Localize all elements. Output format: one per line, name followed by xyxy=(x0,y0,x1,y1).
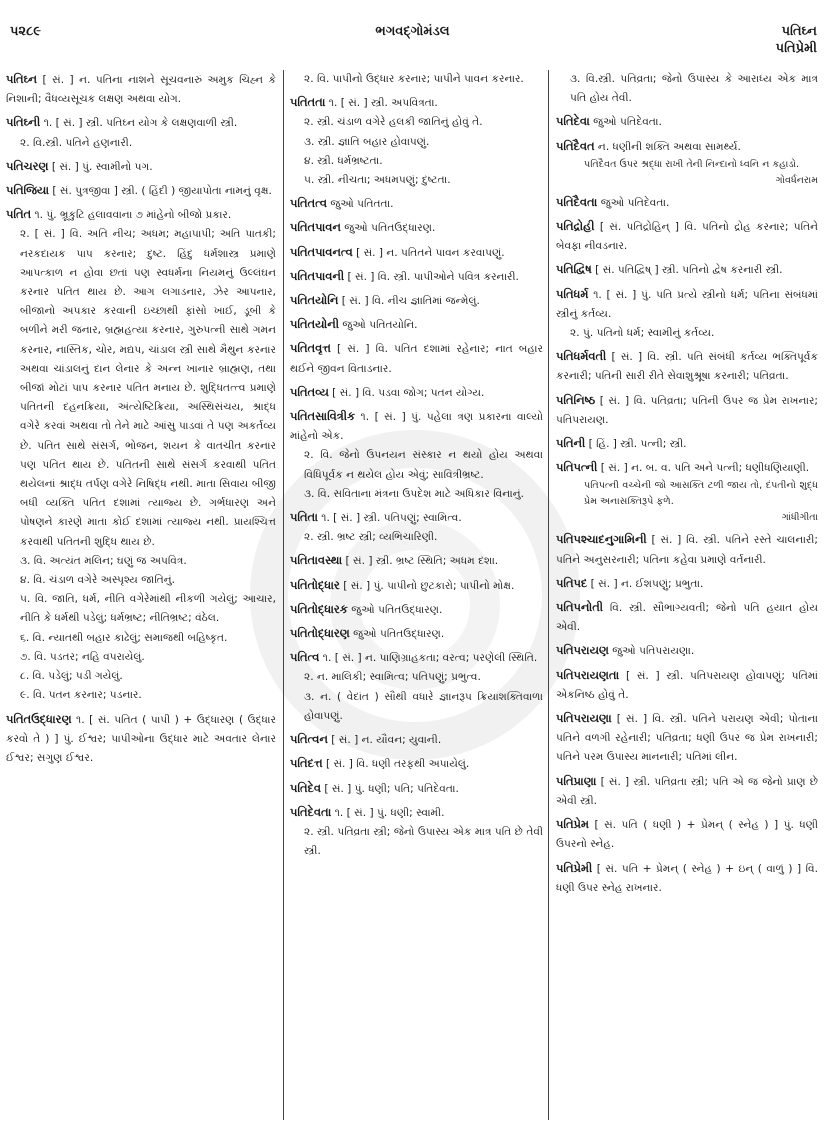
entry-sense: ૨. સ્ત્રી. ભ્રષ્ટ સ્ત્રી; વ્યભિચારિણી. xyxy=(304,531,438,544)
quote-source: ગાંધીગીતા xyxy=(781,512,818,524)
dictionary-entry xyxy=(290,291,543,311)
entry-definition: ન. ધણીની શક્તિ અથવા સામર્થ્ય. xyxy=(597,140,741,153)
entry-main xyxy=(6,205,276,225)
entry-main xyxy=(290,508,543,528)
entry-headword: પતિતપાવન xyxy=(290,220,341,235)
entry-headword: પતિની xyxy=(556,436,586,451)
entry-main xyxy=(6,157,276,177)
guide-words xyxy=(776,23,817,57)
entry-headword: પતિતઉદ્ધારણ xyxy=(6,711,72,726)
entry-main xyxy=(556,347,818,386)
book-title: ભગવદ્ગોમંડલ xyxy=(375,24,450,39)
entry-definition: જુઓ પતિપરાયણા. xyxy=(612,645,695,658)
dictionary-entry xyxy=(556,391,818,430)
entry-definition: [ સં. પતિ ( ધણી ) + પ્રેમન્ ( સ્નેહ ) ] પું. ધણી ઉપરનો સ્નેહ. xyxy=(556,819,818,851)
entry-headword: પતિજિયા xyxy=(6,183,49,198)
entry-main xyxy=(556,815,818,854)
entry-main xyxy=(556,641,818,661)
dictionary-entry xyxy=(290,93,543,190)
entry-definition: [ સં. ] ન. યૌવન; યુવાની. xyxy=(331,734,442,747)
entry-main xyxy=(290,551,543,571)
entry-sense: ૫. વિ. જાતિ, ધર્મ, નીતિ વગેરેમાંથી નીકળી ગયેલું; આચાર, નીતિ કે ધર્મથી પડેલું; ધર્મભ્રષ્ટ; નીતિભ્રષ્ટ; વંઠેલ. xyxy=(20,593,276,625)
entry-definition: [ સં. પતિદ્રોહિન્ ] વિ. પતિનો દ્રોહ કરનાર; પતિને બેવફા નીવડનાર. xyxy=(556,221,818,253)
entry-definition: [ સં. ] વિ. સ્ત્રી. પતિ સંબંધી કર્તવ્ય ભક્તિપૂર્વક કરનારી; પતિની સારી રીતે સેવાશુશ્રૂષા કરનારી; પતિવ્રતા. xyxy=(556,351,818,383)
entry-main xyxy=(290,600,543,620)
entry-definition: [ સં. ] પું. પાપીનો છુટકારો; પાપીનો મોક્ષ. xyxy=(343,579,515,592)
entry-sense: ૯. વિ. પતન કરનાર; પડનાર. xyxy=(20,689,142,702)
entry-headword: પતિતસાવિત્રીક xyxy=(290,409,356,424)
entry-main xyxy=(556,391,818,430)
dictionary-entry xyxy=(556,772,818,811)
entry-definition: [ સં. ] સ્ત્રી. પતિપરાયણ હોવાપણું; પતિમાં એકનિષ્ઠ હોવું તે. xyxy=(556,669,818,701)
dictionary-entry xyxy=(290,315,543,335)
dictionary-entry xyxy=(290,267,543,287)
entry-definition: જુઓ પતિદેવતા. xyxy=(593,116,662,129)
dictionary-entry xyxy=(556,260,818,280)
column-1 xyxy=(6,70,276,772)
entry-definition: [ સં. ] ન. બ. વ. પતિ અને પત્ની; ધણીધણિયાણી. xyxy=(600,462,810,475)
entry-headword: પતિદત્ત xyxy=(290,756,323,771)
entry-definition: ૧. [ સં. પતિત ( પાપી ) + ઉદ્ધારણ ( ઉદ્ધાર કરવો તે ) ] પું. ઈશ્વર; પાપીઓના ઉદ્ધાર માટે અવતાર લેનાર ઈશ્વર; સગુણ ઈશ્વર. xyxy=(6,713,276,764)
dictionary-entry xyxy=(290,551,543,571)
dictionary-entry xyxy=(6,205,276,705)
dictionary-entry xyxy=(556,434,818,454)
entry-headword: પતિદેવા xyxy=(556,114,590,129)
entry-definition: [ સં. પુત્રજીવા ] સ્ત્રી. ( હિંદી ) જીયાપોતા નામનું વૃક્ષ. xyxy=(52,185,272,198)
entry-headword: પતિતા xyxy=(290,510,318,525)
entry-headword: પતિપત્ની xyxy=(556,460,598,475)
entry-main xyxy=(290,754,543,774)
dictionary-entry xyxy=(556,137,818,189)
entry-main xyxy=(6,181,276,201)
dictionary-entry xyxy=(556,193,818,213)
entry-definition: ૧. પું. ભ્રૂકુટિ હલાવવાના ૭ માંહેનો બીજો પ્રકાર. xyxy=(34,209,232,222)
entry-sense: ૩. ન. ( વેદાંત ) સૌથી વધારે જ્ઞાનરૂપ ક્રિયાશક્તિવાળા હોવાપણું. xyxy=(304,690,543,722)
page-number: પ૨૮૯ xyxy=(10,24,41,39)
dictionary-entry xyxy=(290,624,543,644)
entry-main xyxy=(556,217,818,256)
entry-main xyxy=(290,194,543,214)
dictionary-entry xyxy=(556,666,818,705)
dictionary-entry xyxy=(556,815,818,854)
entry-definition: ૧. [ સં. ] ન. પાણિગ્રાહકતા; વરત્વ; પરણેલી સ્થિતિ. xyxy=(322,652,538,665)
entry-headword: પતિતયોની xyxy=(290,317,339,332)
entry-main xyxy=(556,112,818,132)
entry-headword: પતિધર્મવતી xyxy=(556,349,607,364)
entry-main xyxy=(556,574,818,594)
entry-definition: ૧. [ સં. ] પું. ધણી; સ્વામી. xyxy=(334,806,445,819)
entry-sense: ૨. ન. માલિકી; સ્વામિત્વ; પતિપણું; પ્રભુત્વ. xyxy=(304,671,481,684)
entry-main xyxy=(556,193,818,213)
entry-sense: ૨. વિ.સ્ત્રી. પતિને હણનારી. xyxy=(20,136,133,149)
entry-main xyxy=(290,218,543,238)
dictionary-entry xyxy=(290,508,543,547)
entry-headword: પતિતવૃત્ત xyxy=(290,341,331,356)
entry-headword: પતિપ્રેમ xyxy=(556,817,589,832)
entry-headword: પતિદ્વિષ xyxy=(556,262,592,277)
dictionary-entry xyxy=(6,181,276,201)
entry-headword: પતિદ્રોહી xyxy=(556,219,595,234)
entry-definition: ૧. [ સં. ] સ્ત્રી. પતિઘ્ન યોગ કે લક્ષણવાળી સ્ત્રી. xyxy=(43,117,238,130)
entry-headword: પતિતપાવની xyxy=(290,268,345,283)
usage-quote: પતિપત્ની વચ્ચેની જો આસક્તિ ટળી જાય તો, દંપતીનો શુદ્ધ પ્રેમ અનાસક્તિરૂપે ફળે. xyxy=(584,480,818,508)
dictionary-columns xyxy=(0,64,825,1134)
page-header xyxy=(0,0,825,62)
entry-main xyxy=(6,70,276,109)
entry-headword: પતિપદ xyxy=(556,575,588,590)
entry-sense: ૬. વિ. ન્યાતથી બહાર કાઢેલું; સમાજથી બહિષ્કૃત. xyxy=(20,631,228,644)
dictionary-entry xyxy=(556,112,818,132)
entry-sense: ૨. સ્ત્રી. પતિવ્રતા સ્ત્રી; જેનો ઉપાસ્ય એક માત્ર પતિ છે તેવી સ્ત્રી. xyxy=(304,825,543,858)
entry-main xyxy=(290,803,543,823)
entry-main xyxy=(6,113,276,133)
dictionary-entry xyxy=(290,339,543,378)
entry-definition: [ સં. ] વિ. પડવા જોગ; પતન યોગ્ય. xyxy=(332,386,485,399)
entry-main xyxy=(290,624,543,644)
entry-main xyxy=(290,315,543,335)
column-divider xyxy=(283,70,284,1120)
dictionary-entry xyxy=(556,70,818,108)
dictionary-entry xyxy=(290,754,543,774)
entry-definition: જુઓ પતિતઉદ્ધારણ. xyxy=(344,222,436,235)
entry-sense: ૨. વિ. જેનો ઉપનયન સંસ્કાર ન થયો હોય અથવા વિધિપૂર્વક ન થયેલ હોય એવું; સાવિત્રીભ્રષ્ટ. xyxy=(304,449,543,481)
guide-word-last: પતિપ્રેમી xyxy=(775,41,817,56)
entry-main xyxy=(290,93,543,113)
column-3 xyxy=(556,70,818,902)
dictionary-entry xyxy=(290,218,543,238)
entry-main xyxy=(290,779,543,799)
dictionary-entry xyxy=(290,576,543,596)
entry-headword: પતિતયોનિ xyxy=(290,293,339,308)
entry-definition: જુઓ પતિતતા. xyxy=(330,198,394,211)
dictionary-entry xyxy=(290,779,543,799)
entry-main xyxy=(290,407,543,446)
dictionary-entry xyxy=(556,347,818,386)
entry-headword: પતિચરણ xyxy=(6,158,49,173)
entry-sense: ૩. વિ. અત્યંત મલિન; ઘણું જ અપવિત્ર. xyxy=(20,554,187,567)
entry-definition: વિ. સ્ત્રી. સૌભાગ્યવતી; જેનો પતિ હયાત હોય એવી. xyxy=(556,602,818,634)
quote-source: ગોવર્ધનરામ xyxy=(775,174,818,186)
dictionary-entry xyxy=(290,407,543,504)
dictionary-entry xyxy=(290,243,543,263)
entry-sense: ૨. પું. પતિનો ધર્મ; સ્વામીનું કર્તવ્ય. xyxy=(570,327,715,340)
entry-headword: પતિત xyxy=(6,207,32,222)
entry-sense: ૩. સ્ત્રી. જ્ઞાતિ બહાર હોવાપણું. xyxy=(304,135,430,148)
entry-definition: [ સં. ] સ્ત્રી. ભ્રષ્ટ સ્થિતિ; અધમ દશા. xyxy=(345,555,499,568)
entry-definition: [ સં. ] પું. સ્વામીનો પગ. xyxy=(51,160,153,173)
entry-headword: પતિપરાયણ xyxy=(556,643,609,658)
entry-sense: ૩. વિ.સ્ત્રી. પતિવ્રતા; જેનો ઉપાસ્ય કે આરાધ્ય એક માત્ર પતિ હોય તેવી. xyxy=(570,73,818,105)
guide-word-first: પતિઘ્ન xyxy=(781,24,817,39)
entry-main xyxy=(290,267,543,287)
entry-headword: પતિતવ્ય xyxy=(290,384,329,399)
entry-definition: જુઓ પતિદેવતા. xyxy=(600,196,670,209)
entry-main xyxy=(556,859,818,898)
dictionary-entry xyxy=(556,285,818,344)
entry-sense: ૨. [ સં. ] વિ. અતિ નીચ; અધમ; મહાપાપી; અતિ પાતકી; નરકદાયક પાપ કરનાર; દુષ્ટ. હિંદુ ધર્મશાસ્ત્ર પ્રમાણે આપત્કાળ ન હોવા છતાં પણ સ્વધર્મના નિયમનું ઉલ્લંઘન કરનાર પતિત થાય છે. આગ લગાડનાર, ઝેર આપનાર, બીજાનો અપકાર કરવાની ઇચ્છાથી ફાંસો ખાઈ, ડૂબી કે બળીને મરી જનાર, બ્રહ્મહત્યા કરનાર, ગુરુપત્ની સાથે ગમન કરનાર, નાસ્તિક, ચોર, મદ્યપ, ચાંડાલ સ્ત્રી સાથે મૈથુન કરનાર અથવા ચાંડાલનું દાન લેનાર કે અન્ન ખાનાર બ્રાહ્મણ, તથા બીજાં મોટાં પાપ કરનાર પતિત મનાય છે. શુદ્ધિતત્ત્વ પ્રમાણે પતિતની દહનક્રિયા, અંત્યેષ્ટિક્રિયા, અસ્થિસંચય, શ્રાદ્ધ વગેરે કરવાં અથવા તો તેને માટે આંસુ પાડવાં તે પણ અકર્તવ્ય છે. પતિત સાથે સંસર્ગ, ભોજન, શયન કે વાતચીત કરનાર પણ પતિત થાય છે. પતિતની સાથે સંસર્ગ કરવાથી પતિત થયેલનાં શ્રાદ્ધ તર્પણ વગેરે નિષિદ્ધ નથી. માતા સિવાય બીજી બધી વ્યક્તિ પતિત દશામાં ત્યાજ્ય છે. ગર્ભધારણ અને પોષણને કારણે માતા કોઈ દશામાં ત્યાજ્ય નથી. પ્રાયશ્ચિત્ત કરવાથી પતિતની શુદ્ધિ થાય છે. xyxy=(20,228,276,548)
dictionary-entry xyxy=(556,598,818,637)
dictionary-entry xyxy=(290,730,543,750)
entry-main xyxy=(556,666,818,705)
entry-headword: પતિઘ્ની xyxy=(6,115,41,130)
column-2 xyxy=(290,70,543,865)
dictionary-entry xyxy=(290,70,543,89)
entry-definition: જુઓ પતિતઉદ્ધારણ. xyxy=(353,628,445,641)
entry-headword: પતિતોદ્ધાર xyxy=(290,577,340,592)
entry-main xyxy=(556,458,818,478)
entry-headword: પતિઘ્ન xyxy=(6,72,38,86)
entry-headword: પતિદૈવત xyxy=(556,138,595,153)
dictionary-entry xyxy=(556,641,818,661)
usage-quote: પતિદૈવત ઉપર શ્રદ્ધા રાખી તેની નિન્દાનો ધ્વનિ ન કહાડો. xyxy=(584,158,800,170)
entry-main xyxy=(290,730,543,750)
entry-main xyxy=(290,383,543,403)
entry-headword: પતિદેવ xyxy=(290,780,321,795)
entry-headword: પતિતોદ્ધારણ xyxy=(290,626,350,641)
entry-headword: પતિપનોતી xyxy=(556,600,604,615)
entry-main xyxy=(556,530,818,569)
entry-definition: [ સં. ] વિ. સ્ત્રી. પતિને પરાયણ એવી; પોતાના પતિને વળગી રહેનારી; પતિવ્રતા; ધણી ઉપર જ પ્રેમ રાખનારી; પતિને પરમ ઉપાસ્ય માનનારી; પતિમાં લીન. xyxy=(556,713,818,764)
entry-headword: પતિતપાવનત્વ xyxy=(290,244,353,259)
entry-main xyxy=(290,648,543,668)
dictionary-entry xyxy=(556,859,818,898)
entry-main xyxy=(290,243,543,263)
entry-headword: પતિધર્મ xyxy=(556,286,589,301)
dictionary-entry xyxy=(290,383,543,403)
dictionary-entry xyxy=(290,600,543,620)
column-divider xyxy=(548,70,549,1120)
entry-main xyxy=(290,291,543,311)
entry-headword: પતિતોદ્ધારક xyxy=(290,601,348,616)
entry-headword: પતિપ્રાણા xyxy=(556,773,597,788)
entry-definition: ૧. [ સં. ] સ્ત્રી. પતિપણું; સ્વામિત્વ. xyxy=(321,512,462,525)
entry-definition: જુઓ પતિતયોનિ. xyxy=(342,319,418,332)
entry-definition: [ સં. પતિદ્વિષ્ ] સ્ત્રી. પતિનો દ્વેષ કરનારી સ્ત્રી. xyxy=(595,264,783,277)
entry-headword: પતિતાવસ્થા xyxy=(290,553,343,568)
entry-headword: પતિનિષ્ઠ xyxy=(556,392,596,407)
entry-sense: ૪. સ્ત્રી. ધર્મભ્રષ્ટતા. xyxy=(304,154,383,167)
entry-definition: [ સં. ] વિ. સ્ત્રી. પાપીઓને પવિત્ર કરનારી. xyxy=(347,270,519,283)
dictionary-entry xyxy=(556,217,818,256)
entry-definition: ૧. [ સં. ] સ્ત્રી. અપવિત્રતા. xyxy=(328,97,438,110)
entry-main xyxy=(556,285,818,324)
entry-main xyxy=(290,576,543,596)
entry-main xyxy=(556,434,818,454)
entry-definition: [ સં. ] વિ. ધણી તરફથી અપાયેલું. xyxy=(325,758,470,771)
entry-definition: ૧. [ સં. ] પું. પહેલા ત્રણ પ્રકારના વાલ્યો માંહેનો એક. xyxy=(290,411,543,443)
entry-definition: [ સં. પતિ + પ્રેમન્ ( સ્નેહ ) + ઇન્ ( વાળું ) ] વિ. ધણી ઉપર સ્નેહ રાખનાર. xyxy=(556,862,818,894)
entry-definition: ૧. [ સં. ] પું. પતિ પ્રત્યે સ્ત્રીનો ધર્મ; પતિના સંબંધમાં સ્ત્રીનું કર્તવ્ય. xyxy=(556,288,818,320)
dictionary-entry xyxy=(6,157,276,177)
entry-main xyxy=(290,339,543,378)
dictionary-entry xyxy=(290,803,543,862)
entry-headword: પતિપ્રેમી xyxy=(556,860,593,875)
dictionary-entry xyxy=(556,574,818,594)
entry-headword: પતિત્વ xyxy=(290,650,320,665)
dictionary-entry xyxy=(556,530,818,569)
dictionary-entry xyxy=(556,458,818,526)
entry-definition: [ હિં. ] સ્ત્રી. પત્ની; સ્ત્રી. xyxy=(588,438,687,451)
entry-definition: [ સં. ] વિ. સ્ત્રી. પતિને રસ્તે ચાલનારી; પતિને અનુસરનારી; પતિના કહેવા પ્રમાણે વર્તનારી. xyxy=(556,534,818,566)
entry-headword: પતિદેવતા xyxy=(290,804,332,819)
entry-definition: [ સં. ] વિ. નીચ જ્ઞાતિમાં જન્મેલું. xyxy=(341,295,480,308)
entry-headword: પતિદૈવતા xyxy=(556,194,598,209)
dictionary-entry xyxy=(6,70,276,109)
entry-main xyxy=(556,137,818,157)
entry-sense: ૫. સ્ત્રી. નીચતા; અધમપણું; દુષ્ટતા. xyxy=(304,174,451,187)
dictionary-entry xyxy=(556,709,818,768)
entry-definition: [ સં. ] સ્ત્રી. પતિવ્રતા સ્ત્રી; પતિ એ જ જેનો પ્રાણ છે એવી સ્ત્રી. xyxy=(556,775,818,807)
entry-definition: [ સં. ] ન. પતિના નાશને સૂચવનારું અમુક ચિહ્ન કે નિશાની; વૈધવ્યસૂચક લક્ષણ અથવા યોગ. xyxy=(6,74,276,106)
entry-main xyxy=(556,598,818,637)
entry-definition: જુઓ પતિતઉદ્ધારણ. xyxy=(351,603,443,616)
entry-definition: [ સં. ] ન. પતિતને પાવન કરવાપણું. xyxy=(356,246,505,259)
dictionary-entry xyxy=(6,113,276,152)
entry-main xyxy=(556,772,818,811)
entry-definition: [ સં. ] વિ. પતિવ્રતા; પતિની ઉપર જ પ્રેમ રાખનાર; પતિપરાયણ. xyxy=(556,394,819,426)
entry-headword: પતિત્વન xyxy=(290,732,328,747)
entry-sense: ૭. વિ. પડતર; નહિ વપરાયેલું. xyxy=(20,650,145,663)
entry-main xyxy=(556,709,818,768)
dictionary-entry xyxy=(290,194,543,214)
entry-definition: [ સં. ] વિ. પતિત દશામાં રહેનાર; નાત બહાર થઈને જીવન વિતાડનાર. xyxy=(290,343,543,375)
dictionary-entry xyxy=(290,648,543,726)
entry-main xyxy=(6,710,276,769)
entry-sense: ૩. વિ. સવિતાના મંત્રના ઉપદેશ માટે અધિકાર વિનાનું. xyxy=(304,487,524,500)
entry-definition: [ સં. ] પું. ધણી; પતિ; પતિદેવતા. xyxy=(324,782,459,795)
dictionary-entry xyxy=(6,710,276,769)
entry-headword: પતિપશ્ચાદનુગામિની xyxy=(556,532,647,547)
entry-headword: પતિતતા xyxy=(290,95,326,110)
entry-sense: ૨. સ્ત્રી. ચંડાળ વગેરે હલકી જાતિનું હોવું તે. xyxy=(304,116,483,129)
entry-headword: પતિપરાયણા xyxy=(556,711,612,726)
entry-sense: ૨. વિ. પાપીનો ઉદ્ધાર કરનાર; પાપીને પાવન કરનાર. xyxy=(304,73,524,85)
entry-sense: ૮. વિ. પડેલું; પડી ગયેલું. xyxy=(20,670,123,683)
entry-main xyxy=(556,260,818,280)
entry-headword: પતિપરાયણતા xyxy=(556,667,620,682)
entry-sense: ૪. વિ. ચંડાળ વગેરે અસ્પૃશ્ય જાતિનું. xyxy=(20,574,175,587)
entry-headword: પતિતત્વ xyxy=(290,196,327,211)
entry-definition: [ સં. ] ન. ઈશપણું; પ્રભુતા. xyxy=(590,577,704,590)
